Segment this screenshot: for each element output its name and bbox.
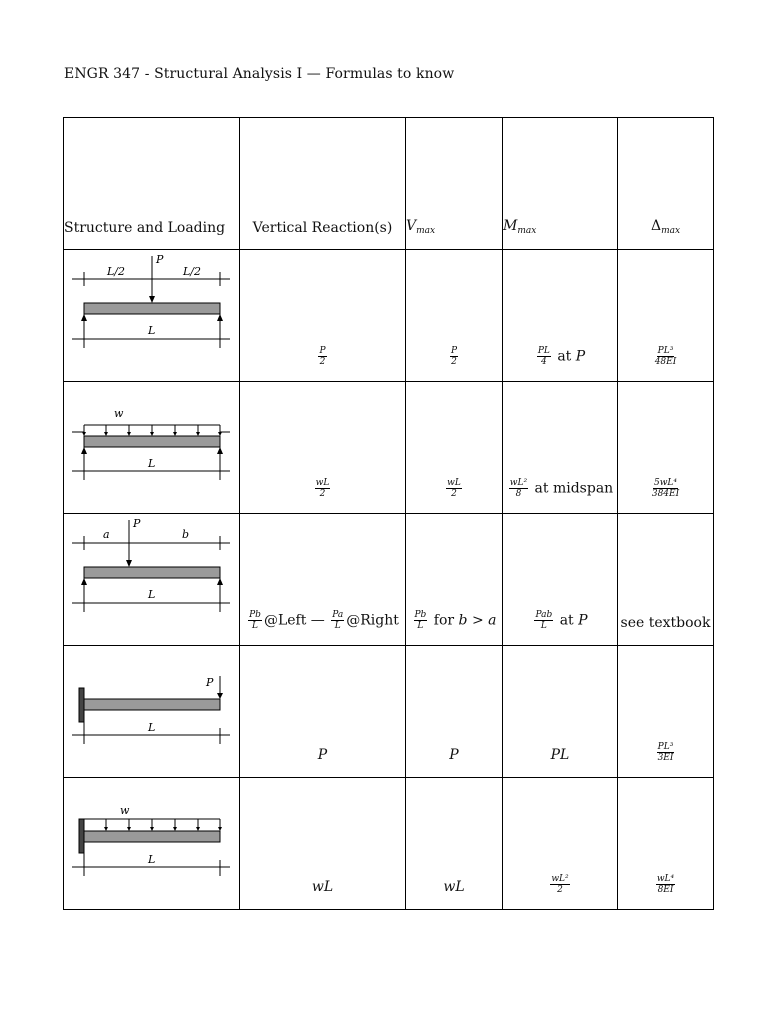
diagram-offset-point-load (64, 514, 240, 646)
header-mmax: $M_{max}$ (503, 118, 618, 250)
svg-text:L/2: L/2 (107, 265, 126, 278)
dmax-cell: see textbook (618, 514, 714, 646)
mmax-cell: $\frac{\text{wL²}}{2}$ (503, 778, 618, 910)
mmax-cell: $\frac{PL}{4}$ at P (503, 250, 618, 382)
header-reactions: Vertical Reaction(s) (240, 118, 406, 250)
svg-text:L: L (148, 457, 156, 470)
reaction-cell: $\frac{wL}{2}$ (240, 382, 406, 514)
dmax-cell: $\frac{\text{PL³}}{3EI}$ (618, 646, 714, 778)
formula-table (63, 117, 714, 910)
dmax-cell: $\frac{\text{wL⁴}}{8EI}$ (618, 778, 714, 910)
svg-text:L: L (148, 324, 156, 337)
page-title: ENGR 347 - Structural Analysis I — Formulas to know (64, 66, 455, 82)
diagram-cantilever-point-load (64, 646, 240, 778)
svg-text:L: L (148, 588, 156, 601)
reaction-cell: wL (240, 778, 406, 910)
mmax-cell: $\frac{\text{Pab}}{L}$ at P (503, 514, 618, 646)
diagram-cantilever-uniform-load (64, 778, 240, 910)
svg-text:w: w (114, 407, 124, 420)
vmax-cell: P (406, 646, 503, 778)
vmax-cell: wL (406, 778, 503, 910)
table-row (64, 382, 714, 514)
table-row (64, 646, 714, 778)
svg-text:L: L (148, 721, 156, 734)
svg-text:w: w (120, 804, 130, 817)
dmax-cell: $\frac{\text{PL³}}{48EI}$ (618, 250, 714, 382)
vmax-cell: $\frac{P}{2}$ (406, 250, 503, 382)
header-dmax: $\Delta_{max}$ (618, 118, 714, 250)
mmax-cell: PL (503, 646, 618, 778)
svg-text:b: b (182, 528, 190, 541)
table-row (64, 778, 714, 910)
svg-text:P: P (156, 253, 164, 266)
svg-text:L: L (148, 853, 156, 866)
table-row (64, 514, 714, 646)
mmax-cell: $\frac{\text{wL²}}{8}$ at midspan (503, 382, 618, 514)
svg-text:P: P (206, 676, 214, 689)
svg-text:L/2: L/2 (183, 265, 202, 278)
diagram-uniform-load (64, 382, 240, 514)
reaction-cell: $\frac{Pb}{L}$ @Left — $\frac{Pa}{L}$ @Right (240, 514, 406, 646)
vmax-cell: $\frac{Pb}{L}$ for b > a (406, 514, 503, 646)
svg-text:a: a (103, 528, 110, 541)
svg-text:P: P (133, 517, 141, 530)
diagram-center-point-load (64, 250, 240, 382)
table-row (64, 250, 714, 382)
reaction-cell: P (240, 646, 406, 778)
table-header-row (64, 118, 714, 250)
vmax-cell: $\frac{wL}{2}$ (406, 382, 503, 514)
header-structure: Structure and Loading (64, 118, 240, 250)
dmax-cell: $\frac{\text{5wL⁴}}{384EI}$ (618, 382, 714, 514)
reaction-cell: $\frac{P}{2}$ (240, 250, 406, 382)
header-vmax: $V_{max}$ (406, 118, 503, 250)
